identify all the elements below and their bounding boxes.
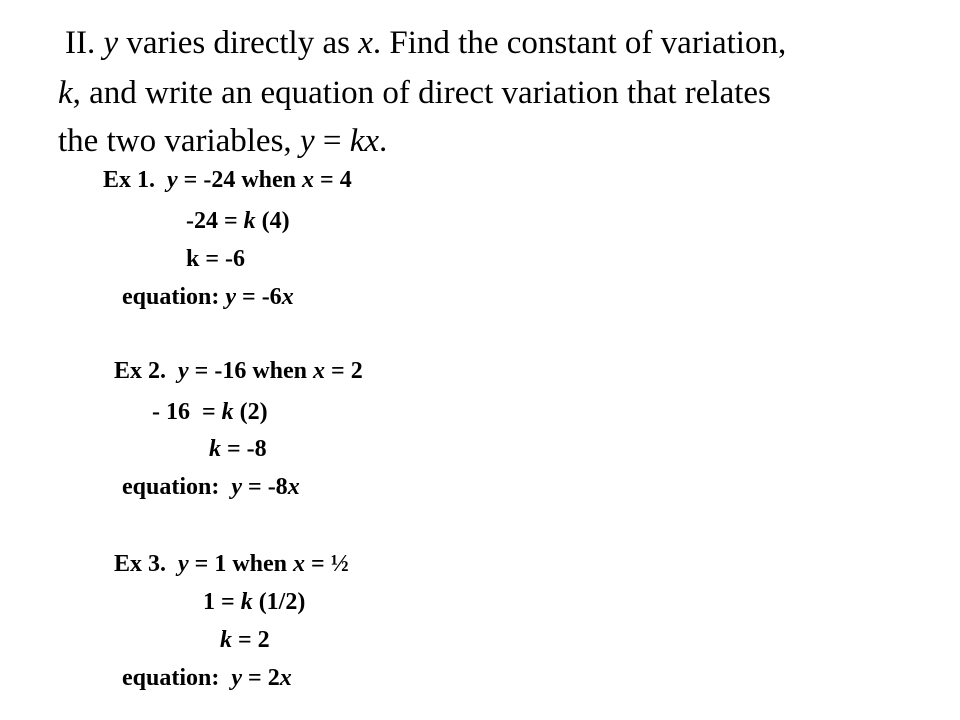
equation-label: equation: — [122, 284, 226, 310]
example-3-step-2 — [220, 625, 270, 655]
example-2-equation — [122, 472, 300, 502]
equation-text: = 2 — [242, 665, 280, 691]
heading-text: varies directly as — [118, 25, 359, 61]
heading-text: the two variables, — [58, 123, 300, 159]
equation-text: = -6 — [236, 284, 282, 310]
example-text: = -16 when — [188, 358, 314, 384]
example-label: Ex 3. — [114, 551, 179, 577]
heading-text: . Find the constant of variation, — [372, 25, 787, 61]
step-text: 1 = — [203, 589, 241, 615]
example-text: = 1 when — [188, 551, 294, 577]
heading-roman-numeral: II. — [65, 25, 104, 61]
step-text: (1/2) — [252, 589, 306, 615]
step-text: = 2 — [232, 627, 270, 653]
heading-text: , and write an equation of direct variation that relates — [72, 75, 771, 111]
heading-line-2 — [58, 73, 771, 113]
example-1-equation — [122, 282, 294, 312]
var-k: k — [240, 589, 253, 615]
step-text: (2) — [233, 399, 268, 425]
example-label: Ex 2. — [114, 358, 179, 384]
example-3-title — [114, 549, 349, 579]
example-text: = 4 — [314, 167, 352, 193]
example-1-step-2 — [186, 244, 245, 274]
step-text: (4) — [255, 208, 290, 234]
equation-label: equation: — [122, 474, 232, 500]
equation-text: = -8 — [242, 474, 288, 500]
step-text: k = -6 — [186, 246, 246, 272]
heading-line-3 — [58, 121, 387, 161]
var-y: y — [178, 551, 189, 577]
var-kx: kx — [349, 123, 380, 159]
equation-label: equation: — [122, 665, 232, 691]
step-text: - 16 = — [152, 399, 222, 425]
var-k: k — [58, 75, 73, 111]
var-x: x — [293, 551, 306, 577]
var-k: k — [221, 399, 234, 425]
example-3-step-1 — [203, 587, 305, 617]
step-text: = -8 — [221, 436, 267, 462]
example-2-title — [114, 356, 363, 386]
example-1-step-1 — [186, 206, 290, 236]
var-y: y — [231, 474, 243, 500]
var-x: x — [302, 167, 315, 193]
var-k: k — [209, 436, 221, 462]
var-x: x — [358, 25, 373, 61]
example-3-equation — [122, 663, 292, 693]
example-1-title — [103, 165, 352, 195]
var-x: x — [313, 358, 326, 384]
var-y: y — [299, 123, 315, 159]
var-x: x — [287, 474, 300, 500]
example-text: = ½ — [305, 551, 349, 577]
example-text: = -24 when — [177, 167, 303, 193]
var-y: y — [167, 167, 178, 193]
var-x: x — [281, 284, 294, 310]
step-text: -24 = — [186, 208, 244, 234]
var-y: y — [225, 284, 237, 310]
var-y: y — [103, 25, 119, 61]
example-text: = 2 — [325, 358, 363, 384]
heading-line-1 — [65, 23, 786, 63]
var-y: y — [231, 665, 243, 691]
heading-text: = — [314, 123, 350, 159]
var-x: x — [279, 665, 292, 691]
example-label: Ex 1. — [103, 167, 168, 193]
heading-text: . — [379, 123, 388, 159]
var-k: k — [243, 208, 256, 234]
var-k: k — [220, 627, 232, 653]
example-2-step-2 — [209, 434, 267, 464]
var-y: y — [178, 358, 189, 384]
example-2-step-1 — [152, 397, 268, 427]
